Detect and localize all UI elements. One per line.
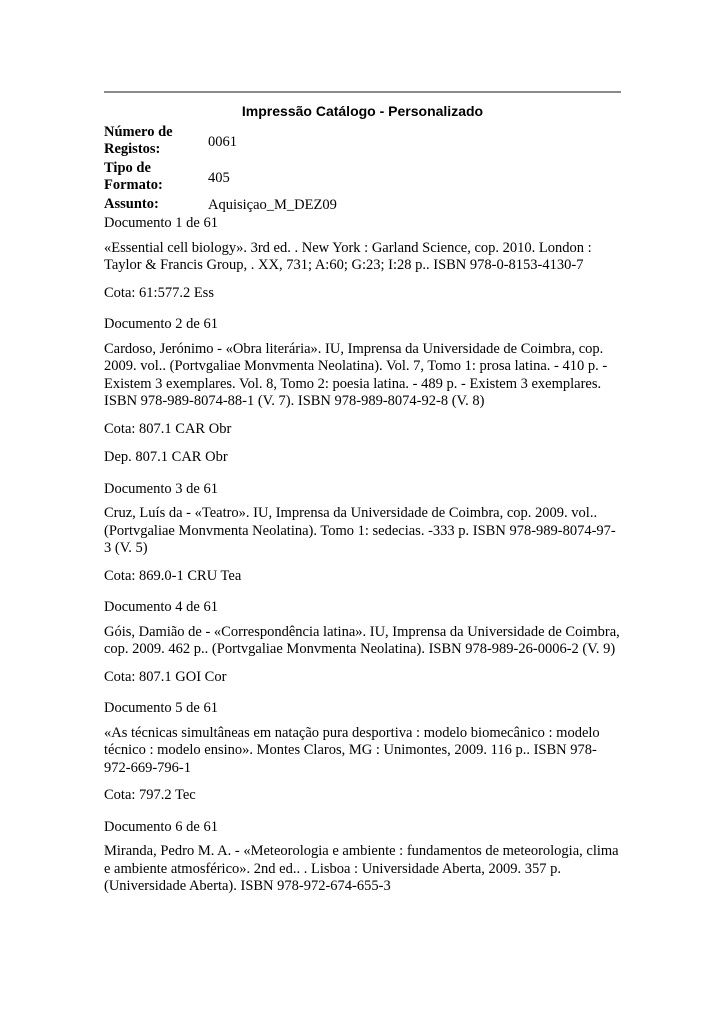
format-value: 405: [208, 169, 230, 186]
document-cota: Cota: 869.0-1 CRU Tea: [104, 567, 242, 584]
subject-row: [104, 196, 337, 215]
format-label: Tipo de Formato:: [104, 160, 163, 193]
document-entry: [104, 599, 621, 686]
document-header: Documento 5 de 61: [104, 700, 218, 716]
document-description: «As técnicas simultâneas em natação pura desportiva : modelo biomecânico : modelo técnico : modelo ensino». Montes Claros, MG : Unimontes, 2009. 116 p.. ISBN 978-972-669-796-1: [104, 724, 600, 776]
records-row: [104, 124, 337, 160]
document-entry: [104, 819, 621, 896]
subject-label: Assunto:: [104, 196, 159, 212]
document-description: Góis, Damião de - «Correspondência latina». IU, Imprensa da Universidade de Coimbra, cop. 2009. 462 p.. (Portvgaliae Monvmenta Neolatina). ISBN 978-989-26-0006-2 (V. 9): [104, 623, 620, 657]
document-entry: [104, 481, 621, 586]
document-description: Miranda, Pedro M. A. - «Meteorologia e ambiente : fundamentos de meteorologia, clima e ambiente atmosférico». 2nd ed.. . Lisboa : Universidade Aberta, 2009. 357 p. (Universidade Aberta). ISBN 978-972-674-655-3: [104, 843, 619, 894]
document-cota: Cota: 807.1 GOI Cor: [104, 668, 227, 685]
document-entry: [104, 316, 621, 467]
document-description: «Essential cell biology». 3rd ed. . New York : Garland Science, cop. 2010. London : Taylor & Francis Group, . XX, 731; A:60; G:23; I:28 p.. ISBN 978-0-8153-4130-7: [104, 239, 592, 273]
records-label: Número de Registos:: [104, 124, 173, 157]
document-deposit: Dep. 807.1 CAR Obr: [104, 449, 228, 465]
document-entry: [104, 700, 621, 805]
report-meta: [104, 124, 337, 215]
document-cota: Cota: 61:577.2 Ess: [104, 284, 214, 301]
format-row: [104, 160, 337, 196]
report-title: Impressão Catálogo - Personalizado: [241, 103, 484, 119]
document-list: [104, 215, 621, 896]
subject-value: Aquisiçao_M_DEZ09: [208, 197, 337, 213]
document-header: Documento 6 de 61: [104, 818, 218, 835]
document-header: Documento 1 de 61: [104, 215, 218, 231]
top-rule: [104, 91, 621, 93]
document-entry: [104, 215, 621, 302]
records-value: 0061: [208, 133, 237, 150]
document-description: Cardoso, Jerónimo - «Obra literária». IU, Imprensa da Universidade de Coimbra, cop. 2009. vol.. (Portvgaliae Monvmenta Neolatina). Vol. 7, Tomo 1: prosa latina. - 410 p. - Existem 3 exemplares. Vol. 8, Tomo 2: poesia latina. - 489 p. - Existem 3 exemplares. ISBN 978-989-8074-88-1 (V. 7). ISBN 978-989-8074-92-8 (V. 8): [104, 340, 608, 409]
document-header: Documento 3 de 61: [104, 480, 218, 497]
document-header: Documento 2 de 61: [104, 316, 218, 332]
document-header: Documento 4 de 61: [104, 599, 218, 615]
document-cota: Cota: 807.1 CAR Obr: [104, 420, 232, 437]
catalog-print-page: [104, 91, 621, 896]
document-cota: Cota: 797.2 Tec: [104, 787, 196, 803]
document-description: Cruz, Luís da - «Teatro». IU, Imprensa da Universidade de Coimbra, cop. 2009. vol.. (Portvgaliae Monvmenta Neolatina). Tomo 1: sedecias. -333 p. ISBN 978-989-8074-97-3 (V. 5): [104, 505, 616, 556]
